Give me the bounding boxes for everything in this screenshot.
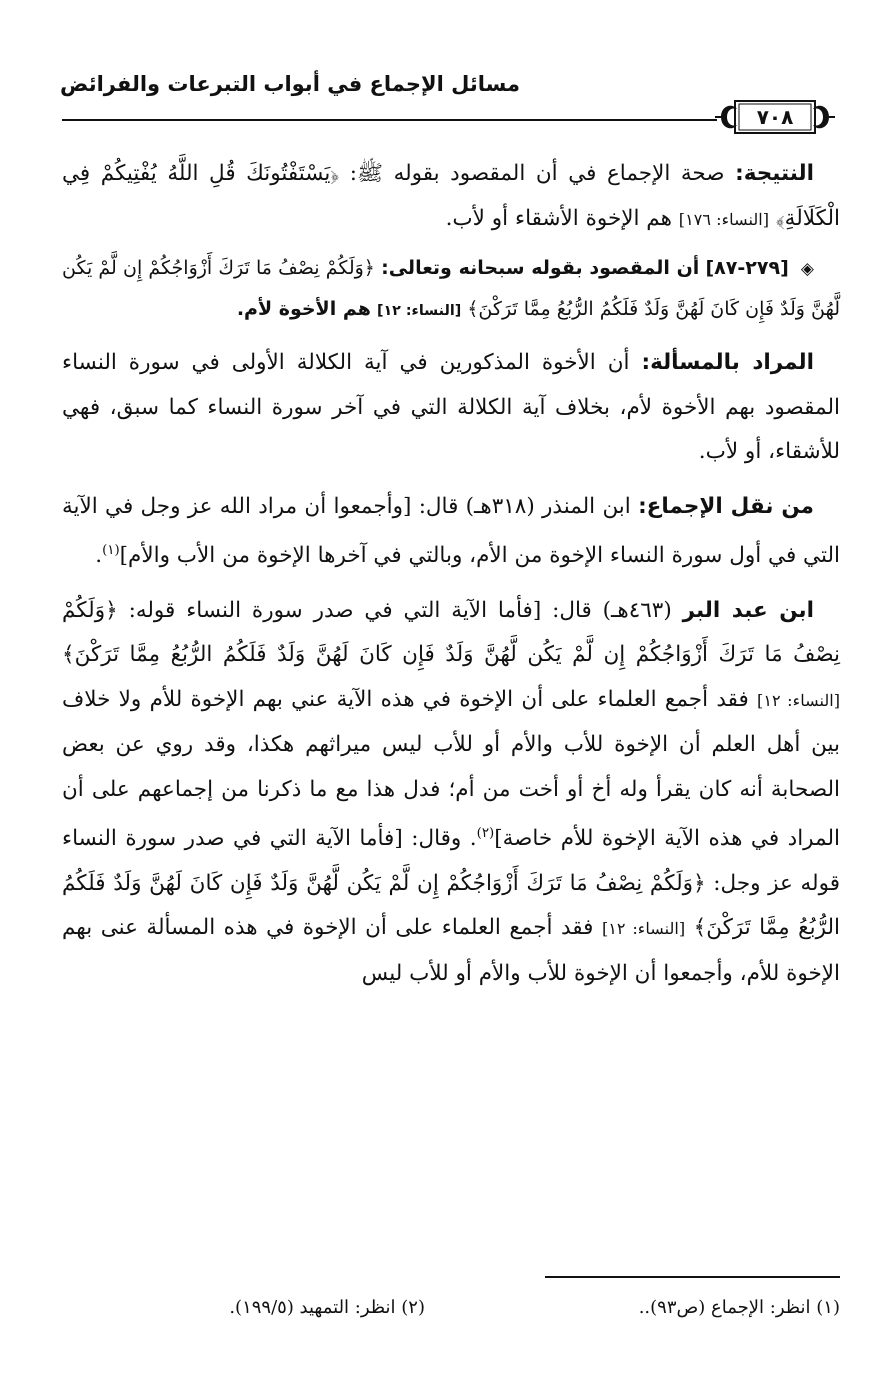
footnote-mark-2[interactable]: (٢) <box>476 826 495 842</box>
result-label: النتيجة: <box>735 161 814 186</box>
running-title: مسائل الإجماع في أبواب التبرعات والفرائض <box>60 72 520 96</box>
rule-text: هم الأخوة لأم. <box>236 298 371 320</box>
result-text-1: صحة الإجماع في أن المقصود بقوله ﷺ: <box>339 161 725 186</box>
meaning-text: أن الأخوة المذكورين في آية الكلالة الأولى في سورة النساء المقصود بهم الأخوة لأم، بخلاف آية الكلالة التي في آخر سورة النساء كما سبق، فهي للأشقاء، أو لأب. <box>62 350 840 464</box>
meaning-paragraph <box>62 341 840 475</box>
quran-verse: ﴿وَلَكُمْ نِصْفُ مَا تَرَكَ أَزْوَاجُكُمْ إِن لَّمْ يَكُن لَّهُنَّ وَلَدٌ فَإِن كَانَ لَهُنَّ وَلَدٌ فَلَكُمُ الرُّبُعُ مِمَّا تَرَكْنَ﴾ <box>62 597 840 668</box>
verse-reference: [النساء: ١٢] <box>757 690 840 710</box>
transmission-tail: . <box>95 543 103 569</box>
transmission-label: من نقل الإجماع: <box>638 493 814 519</box>
transmission-paragraph <box>62 485 840 579</box>
ibn-abd-albarr-paragraph <box>62 589 840 997</box>
ibn-abd-albarr-label: ابن عبد البر <box>682 597 814 623</box>
body-text <box>62 152 840 996</box>
result-paragraph <box>62 152 840 242</box>
footnote-2: (٢) انظر: التمهيد (١٩٩/٥). <box>229 1297 425 1318</box>
ibn-abd-albarr-text-1: (٤٦٣هـ) قال: [فأما الآية التي في صدر سورة النساء قوله: <box>117 597 672 623</box>
result-text-2: هم الإخوة الأشقاء أو لأب. <box>445 205 672 231</box>
quran-verse: ﴿يَسْتَفْتُونَكَ قُلِ اللَّهُ يُفْتِيكُمْ فِي الْكَلَالَةِ﴾ <box>62 161 840 231</box>
footnote-mark-1[interactable]: (١) <box>102 543 120 558</box>
meaning-label: المراد بالمسألة: <box>641 350 815 375</box>
footnote-rule <box>545 1276 840 1278</box>
rule-paragraph <box>62 248 840 331</box>
verse-reference: [النساء: ١٢] <box>601 919 686 939</box>
rule-number: [٢٧٩-٨٧] <box>705 257 789 279</box>
footnote-1: (١) انظر: الإجماع (ص٩٣).. <box>638 1297 840 1318</box>
diamond-bullet-icon: ◈ <box>800 259 814 279</box>
header-rule <box>62 119 717 121</box>
footnotes <box>62 1297 840 1327</box>
page-number: ٧٠٨ <box>756 105 794 129</box>
verse-reference: [النساء: ١٢] <box>376 303 462 319</box>
rule-label: أن المقصود بقوله سبحانه وتعالى: <box>381 257 700 279</box>
quran-verse: ﴿وَلَكُمْ نِصْفُ مَا تَرَكَ أَزْوَاجُكُمْ إِن لَّمْ يَكُن لَّهُنَّ وَلَدٌ فَإِن كَانَ لَهُنَّ وَلَدٌ فَلَكُمُ الرُّبُعُ مِمَّا تَرَكْنَ﴾ <box>62 257 840 320</box>
ibn-abd-albarr-text-4: فقد أجمع العلماء على أن الإخوة في هذه المسألة عنى بهم الإخوة للأم، وأجمعوا أن الإخوة للأب والأم أو للأب ليس <box>62 915 840 986</box>
verse-reference: [النساء: ١٧٦] <box>678 209 769 229</box>
quran-verse: ﴿وَلَكُمْ نِصْفُ مَا تَرَكَ أَزْوَاجُكُمْ إِن لَّمْ يَكُن لَّهُنَّ وَلَدٌ فَإِن كَانَ لَهُنَّ وَلَدٌ فَلَكُمُ الرُّبُعُ مِمَّا تَرَكْنَ﴾ <box>62 870 840 941</box>
ibn-abd-albarr-text-3: . وقال: [فأما الآية التي في صدر سورة النساء قوله عز وجل: <box>62 826 840 896</box>
ibn-abd-albarr-text-2: فقد أجمع العلماء على أن الإخوة في هذه الآية عني بهم الإخوة للأم ولا خلاف بين أهل العلم أن الإخوة للأب والأم أو للأب ليس ميراثهم هكذا، وقد روي عن بعض الصحابة أنه كان يقرأ وله أخ أو أخت من أم؛ فدل هذا مع ما ذكرنا من إجماعهم على أن المراد في هذه الآية الإخوة للأم خاصة] <box>62 686 840 852</box>
transmission-text: ابن المنذر (٣١٨هـ) قال: [وأجمعوا أن مراد الله عز وجل في الآية التي في أول سورة النساء الإخوة من الأم، وبالتي في آخرها الإخوة من الأب والأم] <box>62 493 840 569</box>
